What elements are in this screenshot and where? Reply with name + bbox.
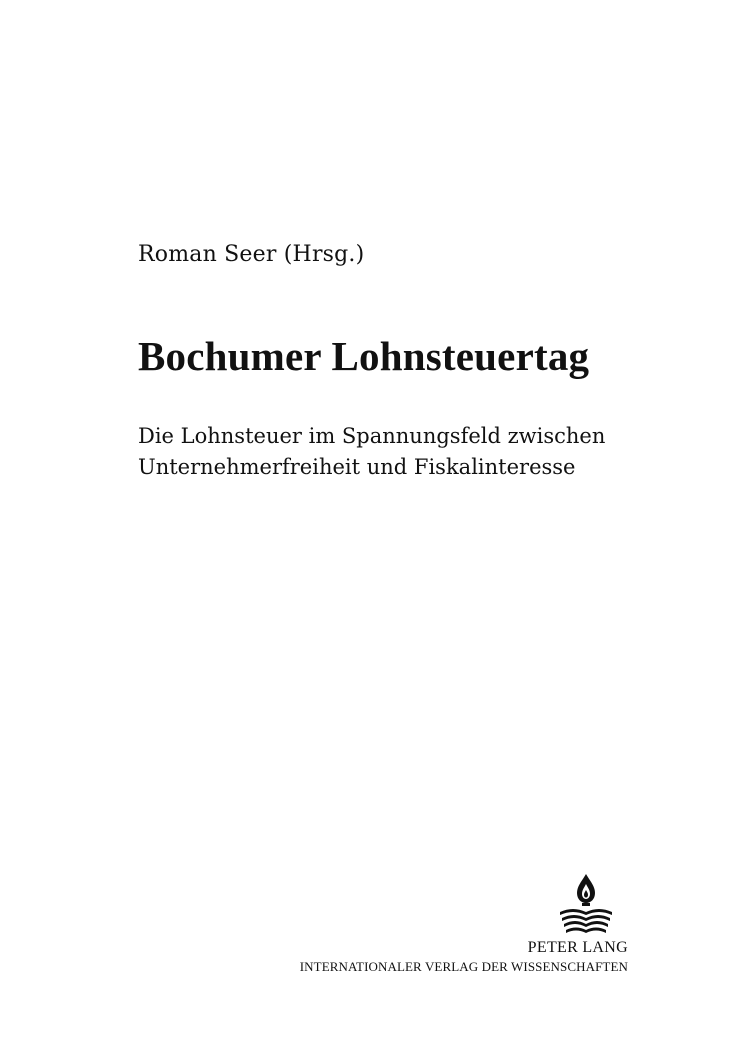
publisher-name: PETER LANG: [527, 939, 628, 956]
flame-book-logo-icon: [556, 872, 616, 936]
book-subtitle: [138, 421, 605, 483]
book-title: Bochumer Lohnsteuertag: [138, 333, 590, 379]
editor-name: Roman Seer (Hrsg.): [138, 242, 365, 267]
publisher-block: [248, 872, 628, 976]
subtitle-line-1: Die Lohnsteuer im Spannungsfeld zwischen: [138, 424, 606, 448]
publisher-tagline: INTERNATIONALER VERLAG DER WISSENSCHAFTEN: [299, 959, 628, 974]
subtitle-line-2: Unternehmerfreiheit und Fiskalinteresse: [138, 455, 576, 479]
